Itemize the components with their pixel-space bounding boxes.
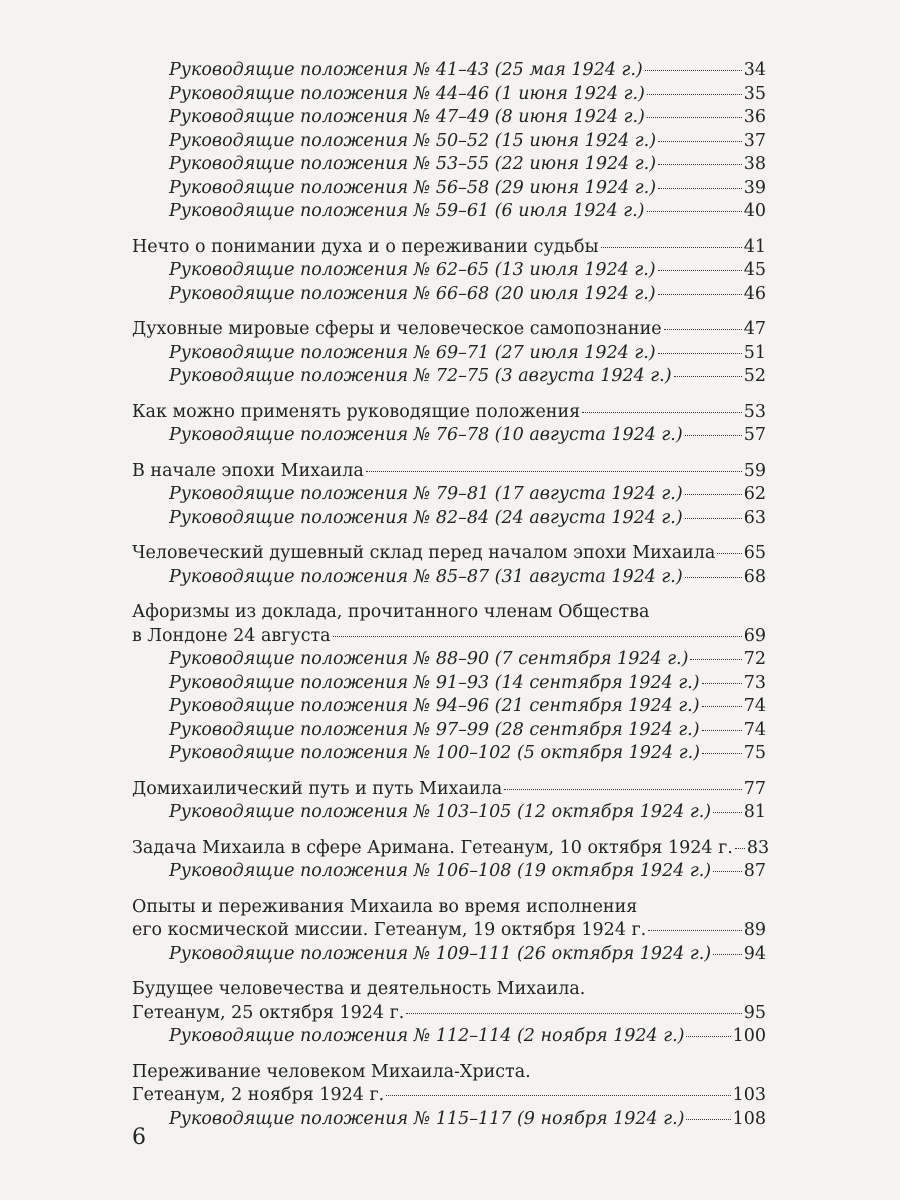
dot-leader [713,870,742,872]
page-ref: 108 [732,1108,766,1129]
section-title: Как можно применять руководящие положения [132,401,581,422]
section-title: Духовные мировые сферы и человеческое самопознание [132,319,662,339]
dot-leader [601,246,742,248]
page-ref: 52 [743,366,766,386]
table-of-contents [132,59,770,1143]
subentry-title: Руководящие положения № 41–43 (25 мая 1924 г.) [169,60,643,80]
section-title-line: Опыты и переживания Михаила во время исполнения [132,896,638,917]
toc-section [132,896,766,967]
subentry-title: Руководящие положения № 115–117 (9 ноября 1924 г.) [169,1108,685,1129]
toc-subentry [132,1108,766,1132]
section-title: Домихаилический путь и путь Михаила [132,778,503,799]
toc-subentry [132,672,766,696]
toc-subentry [132,59,766,83]
toc-section [132,978,766,1049]
section-title: Гетеанум, 25 октября 1924 г. [132,1002,405,1023]
subentry-title: Руководящие положения № 91–93 (14 сентября 1924 г.) [169,672,700,693]
toc-subentry [132,483,766,507]
dot-leader [702,682,742,684]
toc-section [132,318,766,389]
toc-section [132,460,766,531]
dot-leader [582,411,742,413]
section-title: Гетеанум, 2 ноября 1924 г. [132,1085,385,1105]
page-ref: 51 [743,342,766,363]
toc-entry [132,1002,766,1026]
subentry-title: Руководящие положения № 100–102 (5 октября 1924 г.) [169,743,700,763]
toc-section [132,601,766,766]
page-ref: 38 [743,154,766,174]
page-ref: 37 [743,130,766,151]
subentry-title: Руководящие положения № 109–111 (26 октября 1924 г.) [169,943,712,964]
page-ref: 36 [743,107,766,127]
page-ref: 72 [743,649,766,669]
page-ref: 95 [743,1002,766,1023]
dot-leader [713,811,742,813]
subentry-title: Руководящие положения № 47–49 (8 июня 1924 г.) [169,107,645,127]
toc-subentry [132,943,766,967]
dot-leader [702,752,742,754]
subentry-title: Руководящие положения № 66–68 (20 июля 1924 г.) [169,283,656,304]
dot-leader [686,1035,730,1037]
subentry-title: Руководящие положения № 69–71 (27 июля 1924 г.) [169,342,656,363]
dot-leader [645,69,742,71]
toc-subentry [132,801,766,825]
dot-leader [658,293,742,295]
toc-subentry [132,259,766,283]
toc-subentry [132,507,766,531]
subentry-title: Руководящие положения № 44–46 (1 июня 1924 г.) [169,83,645,104]
page-ref: 46 [743,283,766,304]
subentry-title: Руководящие положения № 112–114 (2 ноября 1924 г.) [169,1026,685,1046]
page-ref: 89 [743,920,766,940]
page-ref: 63 [743,507,766,528]
page-ref: 74 [743,719,766,740]
page-ref: 35 [743,83,766,104]
subentry-title: Руководящие положения № 76–78 (10 августа 1924 г.) [169,425,683,445]
section-title-line: Афоризмы из доклада, прочитанного членам Общества [132,602,650,622]
dot-leader [685,493,742,495]
page-ref: 73 [743,672,766,693]
page-ref: 77 [743,778,766,799]
page-ref: 100 [732,1026,766,1046]
toc-subentry [132,742,766,766]
section-title-line: Будущее человечества и деятельность Михаила. [132,979,586,999]
page-ref: 62 [743,484,766,504]
page-ref: 57 [743,425,766,445]
section-title: Задача Михаила в сфере Аримана. Гетеанум, 10 октября 1924 г. [132,837,733,858]
dot-leader [685,517,742,519]
dot-leader [686,1118,730,1120]
toc-subentry [132,283,766,307]
section-title: в Лондоне 24 августа [132,625,331,646]
toc-entry [132,919,766,943]
page-ref: 59 [743,460,766,481]
section-title-line: Переживание человеком Михаила-Христа. [132,1061,531,1082]
toc-subentry [132,365,766,389]
toc-entry [132,778,766,802]
page-ref: 53 [743,401,766,422]
section-title: его космической миссии. Гетеанум, 19 октября 1924 г. [132,920,647,940]
toc-section [132,542,766,589]
toc-entry [132,542,766,566]
subentry-title: Руководящие положения № 50–52 (15 июня 1924 г.) [169,130,657,151]
page-ref: 75 [743,743,766,763]
dot-leader [685,434,742,436]
dot-leader [647,116,742,118]
toc-entry [132,460,766,484]
dot-leader [674,375,742,377]
toc-subentry [132,130,766,154]
section-title: В начале эпохи Михаила [132,460,364,481]
subentry-title: Руководящие положения № 106–108 (19 октября 1924 г.) [169,861,712,881]
toc-subentry [132,719,766,743]
page-ref: 74 [743,696,766,716]
toc-subentry [132,342,766,366]
toc-section [132,837,770,884]
page-ref: 41 [743,236,766,257]
dot-leader [386,1094,730,1096]
page-ref: 68 [743,566,766,587]
toc-subentry [132,424,766,448]
toc-subentry [132,177,766,201]
toc-section [132,59,766,224]
toc-section [132,1061,766,1132]
subentry-title: Руководящие положения № 59–61 (6 июля 1924 г.) [169,201,645,221]
toc-subentry [132,860,766,884]
subentry-title: Руководящие положения № 53–55 (22 июня 1924 г.) [169,154,657,174]
toc-entry [132,625,766,649]
toc-subentry [132,83,766,107]
dot-leader [713,953,742,955]
toc-subentry [132,153,766,177]
page-ref: 87 [743,861,766,881]
dot-leader [648,929,741,931]
page-ref: 69 [743,625,766,646]
page-ref: 94 [743,943,766,964]
dot-leader [717,552,741,554]
toc-subentry [132,566,766,590]
toc-entry [132,401,766,425]
subentry-title: Руководящие положения № 85–87 (31 августа 1924 г.) [169,566,683,587]
toc-subentry [132,1025,766,1049]
subentry-title: Руководящие положения № 97–99 (28 сентября 1924 г.) [169,719,700,740]
toc-section [132,236,766,307]
toc-subentry [132,106,766,130]
subentry-title: Руководящие положения № 72–75 (3 августа 1924 г.) [169,366,672,386]
toc-entry [132,837,770,861]
subentry-title: Руководящие положения № 103–105 (12 октября 1924 г.) [169,802,712,822]
page-ref: 65 [743,543,766,563]
toc-section [132,778,766,825]
dot-leader [647,210,742,212]
dot-leader [690,658,741,660]
page-ref: 83 [746,837,770,858]
dot-leader [366,470,742,472]
dot-leader [658,352,742,354]
subentry-title: Руководящие положения № 79–81 (17 августа 1924 г.) [169,484,683,504]
page-ref: 81 [743,802,766,822]
page-number: 6 [132,1125,146,1150]
toc-entry [132,236,766,260]
page-ref: 40 [743,201,766,221]
page-ref: 34 [743,60,766,80]
toc-entry [132,318,766,342]
dot-leader [658,163,742,165]
dot-leader [333,635,742,637]
subentry-title: Руководящие положения № 88–90 (7 сентября 1924 г.) [169,649,689,669]
dot-leader [504,788,742,790]
dot-leader [658,140,742,142]
dot-leader [664,328,742,330]
dot-leader [735,847,745,849]
toc-entry [132,1084,766,1108]
dot-leader [658,187,742,189]
section-title: Человеческий душевный склад перед началом эпохи Михаила [132,543,716,563]
dot-leader [658,269,742,271]
dot-leader [685,576,742,578]
dot-leader [647,93,742,95]
page-ref: 47 [743,319,766,339]
toc-subentry [132,648,766,672]
section-title: Нечто о понимании духа и о переживании судьбы [132,236,599,257]
dot-leader [702,705,742,707]
toc-section [132,401,766,448]
subentry-title: Руководящие положения № 56–58 (29 июня 1924 г.) [169,177,657,198]
toc-subentry [132,200,766,224]
subentry-title: Руководящие положения № 82–84 (24 августа 1924 г.) [169,507,683,528]
subentry-title: Руководящие положения № 62–65 (13 июля 1924 г.) [169,260,656,280]
page-ref: 45 [743,260,766,280]
toc-subentry [132,695,766,719]
subentry-title: Руководящие положения № 94–96 (21 сентября 1924 г.) [169,696,700,716]
dot-leader [702,729,742,731]
dot-leader [406,1012,741,1014]
page-ref: 39 [743,177,766,198]
page-ref: 103 [732,1085,766,1105]
